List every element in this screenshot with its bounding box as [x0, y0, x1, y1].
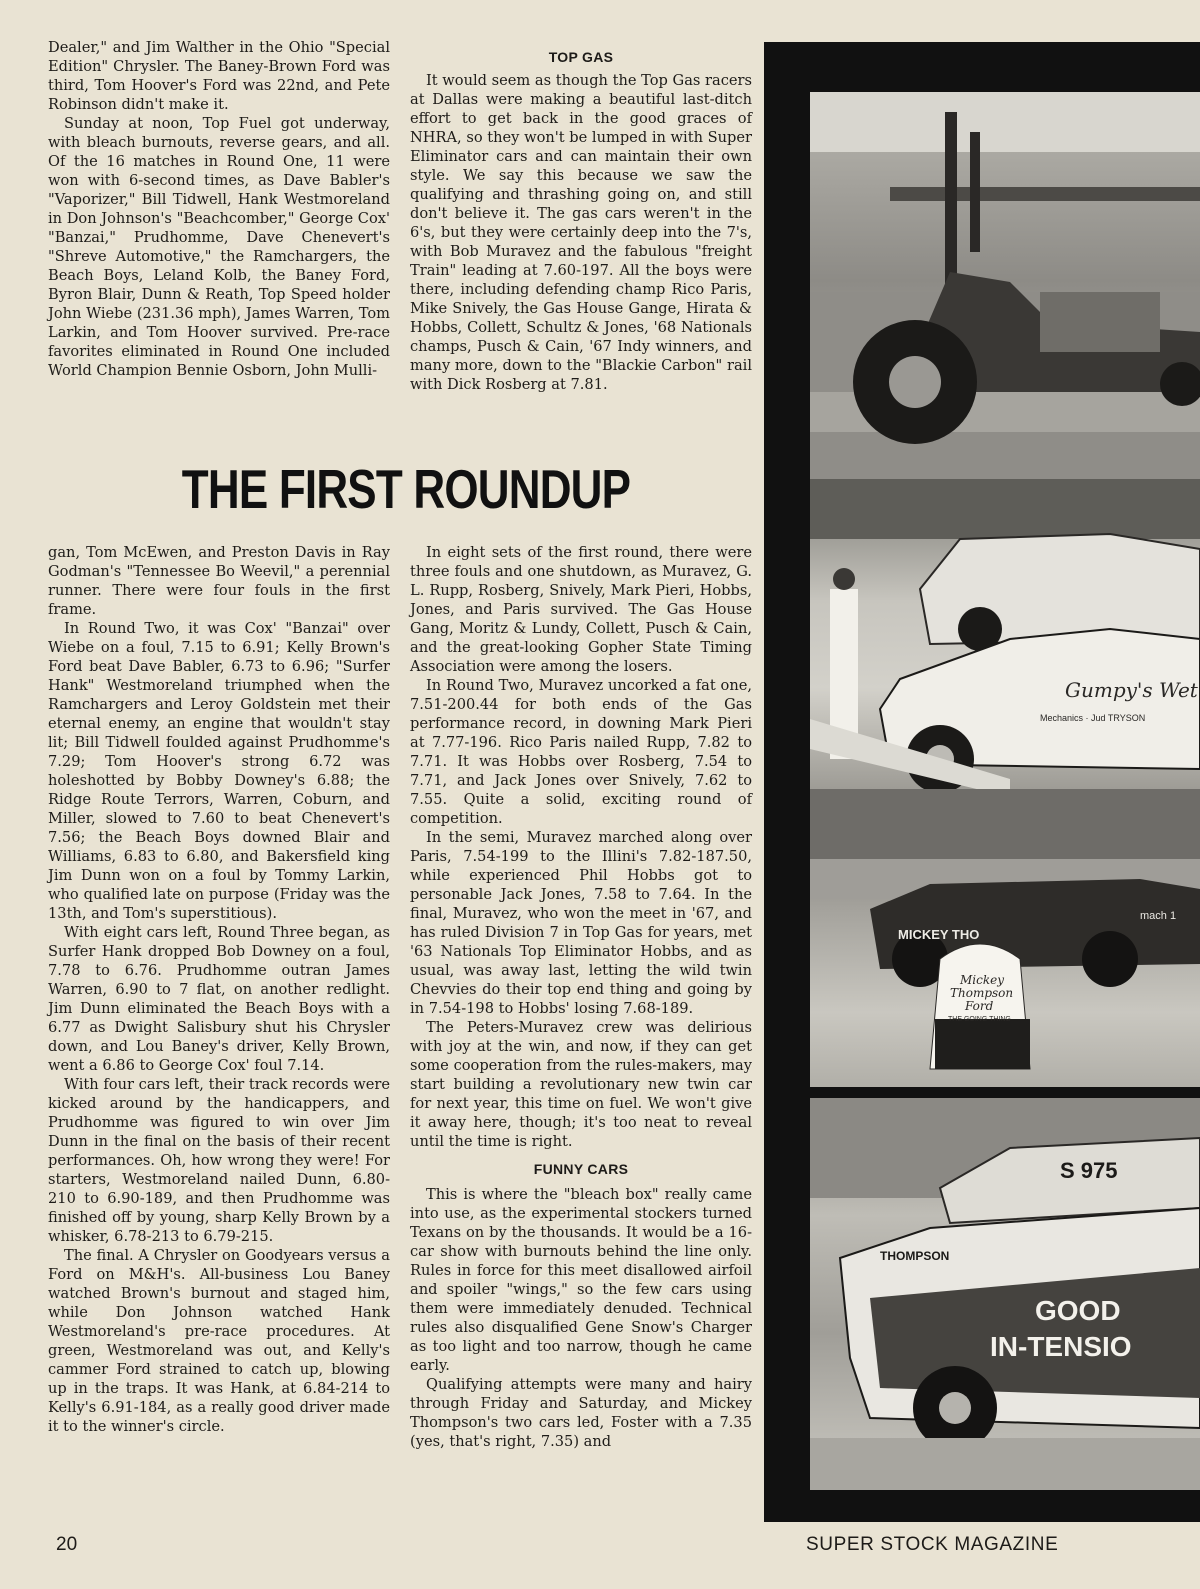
paragraph: This is where the "bleach box" really came into use, as the experimental stockers turned Texans on by the thousands. It would be a 16-car show with burnouts behind the line only. Rules in force for this meet disallowed airfoil and spoiler "wings," so the few cars using them were immediately denuded. Technical rules also disqualified Gene Snow's Charger as too light and too narrow, though he came early. — [410, 1186, 752, 1374]
paragraph: gan, Tom McEwen, and Preston Davis in Ray Godman's "Tennessee Bo Weevil," a perennial runner. There were four fouls in the first frame. — [48, 544, 390, 618]
paragraph: Qualifying attempts were many and hairy through Friday and Saturday, and Mickey Thompson's two cars led, Foster with a 7.35 (yes, that's right, 7.35) and — [410, 1376, 752, 1450]
car-text-intension: IN-TENSIO — [990, 1331, 1132, 1362]
paragraph: In Round Two, Muravez uncorked a fat one, 7.51-200.44 for both ends of the Gas performance record, in downing Mark Pieri at 7.77-196. Rico Paris nailed Rupp, 7.82 to 7.71. It was Hobbs over Rosberg, 7.54 to 7.71, and Jack Jones over Snively, 7.62 to 7.55. Quite a solid, exciting round of competition. — [410, 677, 752, 827]
paragraph: It would seem as though the Top Gas racers at Dallas were making a beautiful last-ditch effort to get back in the good graces of NHRA, so they won't be lumped in with Super Eliminator cars and can maintain their own style. We say this because we saw the qualifying and thrashing going on, and still don't believe it. The gas cars weren't in the 6's, but they were certainly deep into the 7's, with Bob Muravez and the fabulous "freight Train" leading at 7.60-197. All the boys were there, including defending champ Rico Paris, Mike Snively, the Gas House Gange, Hirata & Hobbs, Collett, Schultz & Jones, '68 Nationals champs, Pusch & Cain, '67 Indy winners, and many more, down to the "Blackie Carbon" rail with Dick Rosberg at 7.81. — [410, 72, 752, 393]
shirt-text-1: Mickey — [960, 973, 1004, 987]
paragraph: The final. A Chrysler on Goodyears versus a Ford on M&H's. All-business Lou Baney watched Brown's burnout and staged him, while Don Johnson watched Hank Westmoreland's pre-race procedures. At green, Westmoreland was out, and Kelly's cammer Ford strained to catch up, blowing up in the traps. It was Hank, at 6.84-214 to Kelly's 6.91-184, as a really good driver made it to the winner's circle. — [48, 1247, 390, 1435]
paragraph: Sunday at noon, Top Fuel got underway, with bleach burnouts, reverse gears, and all. Of the 16 matches in Round One, 11 were won with 6-second times, as Dave Babler's "Vaporizer," Bill Tidwell, Hank Westmoreland in Don Johnson's "Beachcomber," George Cox' "Banzai," Prudhomme, Dave Chenevert's "Shreve Automotive," the Ramchargers, the Beach Boys, Leland Kolb, the Baney Ford, Byron Blair, Dunn & Reath, Top Speed holder John Wiebe (231.36 mph), James Warren, Tom Larkin, and Tom Hoover survived. Pre-race favorites eliminated in Round One included World Champion Bennie Osborn, John Mulli- — [48, 115, 390, 379]
section-heading-top-gas: TOP GAS — [548, 49, 614, 65]
paragraph: The Peters-Muravez crew was delirious with joy at the win, and now, if they can get some cooperation from the rules-makers, may start building a revolutionary new twin car for next year, this time on fuel. We won't give it away here, though; it's too neat to reveal until the time is right. — [410, 1019, 752, 1150]
paragraph: With eight cars left, Round Three began, as Surfer Hank dropped Bob Downey on a foul, 7.78 to 6.76. Prudhomme outran James Warren, 6.90 to 7 flat, on another redlight. Jim Dunn eliminated the Beach Boys with a 6.77 as Dwight Salisbury shut his Chrysler down, and Lou Baney's driver, Kelly Brown, went a 6.86 to George Cox' foul 7.14. — [48, 924, 390, 1074]
column-1-bottom — [48, 543, 390, 1436]
column-2-bottom — [410, 543, 752, 1451]
paragraph: In the semi, Muravez marched along over Paris, 7.54-199 to the Illini's 7.82-187.50, while experienced Phil Hobbs got to personable Jack Jones, 7.58 to 7.64. In the final, Muravez, who won the meet in '67, and has ruled Division 7 in Top Gas for years, met '63 Nationals Top Eliminator Hobbs, and as usual, was away last, letting the wild twin Chevvies do their top end thing and going by in 7.54-198 to Hobbs' losing 7.68-189. — [410, 829, 752, 1017]
page-number: 20 — [56, 1534, 78, 1555]
shirt-text-4: THE GOING THING — [948, 1016, 1011, 1023]
column-1-top — [48, 38, 390, 380]
paragraph: In eight sets of the first round, there were three fouls and one shutdown, as Muravez, G. L. Rupp, Rosberg, Snively, Mark Pieri, Hobbs, Jones, and Paris survived. The Gas House Gang, Moritz & Lundy, Collett, Pusch & Cain, and the great-looking Gopher State Timing Association were among the losers. — [410, 544, 752, 675]
photo-dragster — [810, 92, 1200, 512]
funny-car-illustration — [810, 479, 1200, 827]
column-2-top — [410, 48, 752, 394]
paragraph: In Round Two, it was Cox' "Banzai" over Wiebe on a foul, 7.15 to 6.91; Kelly Brown's Ford beat Dave Babler, 6.73 to 6.96; "Surfer Hank" Westmoreland triumphed when the Ramchargers and Leroy Goldstein met their eternal enemy, an engine that wouldn't stay lit; Bill Tidwell foulded against Prudhomme's 7.29; Tom Hoover's strong 6.72 was holeshotted by Bobby Downey's 6.88; the Ridge Route Terrors, Warren, Coburn, and Miller, slowed to 7.60 to beat Chenevert's 7.56; the Beach Boys downed Blair and Williams, 6.83 to 6.80, and Bakersfield king Jim Dunn won on a foul by Tommy Larkin, who qualified late on purpose (Friday was the 13th, and Tom's superstitious). — [48, 620, 390, 922]
paragraph: Dealer," and Jim Walther in the Ohio "Special Edition" Chrysler. The Baney-Brown Ford was third, Tom Hoover's Ford was 22nd, and Pete Robinson didn't make it. — [48, 39, 390, 113]
article-headline: THE FIRST ROUNDUP — [181, 458, 631, 520]
car-text-good: GOOD — [1035, 1295, 1121, 1326]
good-in-tension-illustration — [810, 1098, 1200, 1490]
photo-funny-cars — [810, 479, 1200, 827]
car-banner-text: Gumpy's Wet — [1065, 678, 1198, 702]
photo-good-in-tension — [810, 1098, 1200, 1490]
car-model-text: mach 1 — [1140, 910, 1177, 922]
car-side-text: MICKEY THO — [898, 927, 980, 942]
mustang-illustration — [810, 789, 1200, 1087]
photo-mustang — [810, 789, 1200, 1087]
paragraph: With four cars left, their track records were kicked around by the handicappers, and Prudhomme was figured to win over Jim Dunn in the final on the basis of their recent performances. Oh, how wrong they were! For starters, Westmoreland nailed Dunn, 6.80-210 to 6.90-189, and then Prudhomme was finished off by young, sharp Kelly Brown by a whisker, 6.78-213 to 6.79-215. — [48, 1076, 390, 1245]
dragster-illustration — [810, 92, 1200, 512]
car-number-text: S 975 — [1060, 1158, 1118, 1183]
shirt-text-3: Ford — [965, 999, 994, 1013]
shirt-text-2: Thompson — [950, 986, 1014, 1000]
section-heading-funny-cars: FUNNY CARS — [533, 1161, 629, 1177]
photo-panel — [764, 42, 1200, 1522]
magazine-name: SUPER STOCK MAGAZINE — [806, 1534, 1059, 1555]
car-driver-text: Mechanics · Jud TRYSON — [1040, 713, 1146, 723]
car-sponsor-text: THOMPSON — [880, 1249, 950, 1263]
